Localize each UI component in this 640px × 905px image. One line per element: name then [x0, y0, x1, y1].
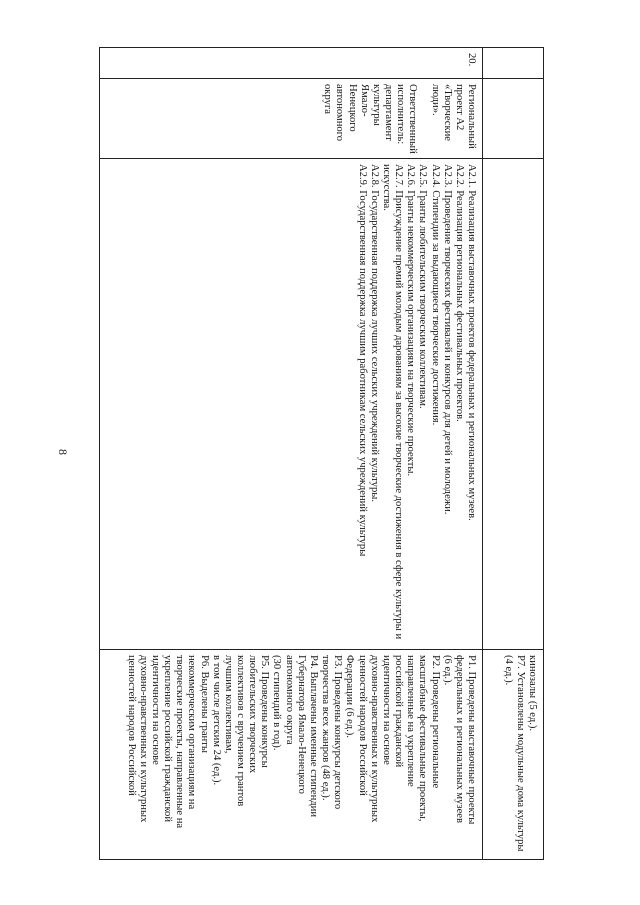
result-line: кинозалы (5 ед.).: [527, 655, 538, 732]
result-line: коллективов с вручением грантов: [235, 655, 247, 807]
result-line: Р4. Выплачены именные стипендии: [307, 655, 319, 818]
result-line: некоммерческим организациям на: [186, 655, 198, 810]
result-line: ценностей народов Российской: [356, 655, 368, 796]
task-item: А2.4. Стипендии за выдающиеся творческие достижения.: [429, 164, 441, 426]
row-number-text: 20.: [466, 53, 477, 67]
table-row-20: [99, 47, 483, 860]
result-line: направленные на укрепление: [405, 655, 417, 787]
result-line: духовно-нравственных и культурных: [368, 655, 380, 823]
cell-results: [483, 650, 543, 861]
result-line: духовно-нравственных и культурных: [137, 655, 149, 823]
result-line: Р1. Проведены выставочные проекты: [466, 655, 477, 825]
result-line: Р5. Проведены конкурсы: [259, 655, 271, 768]
page-number: 8: [56, 449, 70, 455]
result-line: масштабные фестивальные проекты,: [417, 655, 429, 822]
result-line: любительских творческих: [247, 655, 259, 774]
cell-project: [483, 79, 543, 159]
task-item: А2.8. Государственная поддержка лучших сельских учреждений культуры.: [368, 164, 380, 503]
result-line: укрепление российской гражданской: [162, 655, 174, 823]
result-line: Р3. Проведены конкурсы детского: [332, 655, 344, 810]
cell-number: [483, 48, 543, 79]
task-item: А2.1. Реализация выставочных проектов федеральных и региональных музеев.: [466, 164, 477, 521]
project-line: округа: [322, 84, 334, 114]
result-line: федеральных и региональных музеев: [453, 655, 465, 823]
result-line: творческие проекты, направленные на: [174, 655, 186, 829]
result-line: идентичности на основе: [380, 655, 392, 765]
result-line: Р6. Выделены гранты: [198, 655, 210, 753]
project-line: департамент: [383, 84, 395, 141]
task-item: А2.5. Гранты любительским творческим коллективам.: [417, 164, 429, 409]
result-line: идентичности на основе: [149, 655, 161, 765]
project-line: автономного: [334, 84, 346, 142]
project-line: люди».: [429, 84, 441, 116]
result-line: (30 стипендий в год).: [271, 655, 283, 751]
result-line: ценностей народов Российской: [125, 655, 137, 796]
cell-tasks: [483, 159, 543, 650]
project-line: Ответственный: [407, 84, 419, 154]
task-item: А2.9. Государственная поддержка лучшим работникам сельских учреждений культуры: [356, 164, 368, 557]
row-number: [100, 48, 482, 79]
project-name: [100, 79, 482, 159]
project-line: проект А2: [453, 84, 465, 131]
result-line: Р7. Установлены модульные дома культуры (4 ед.).: [502, 655, 526, 852]
project-line: «Творческие: [441, 84, 453, 142]
task-item: А2.7. Присуждение премий молодым дарованиям за высокие творческие достижения в сфере культуры и искусства.: [380, 164, 405, 640]
result-line: Губернатора Ямало-Ненецкого: [295, 655, 307, 794]
result-line: лучшим коллективам,: [222, 655, 234, 754]
result-list: [100, 650, 482, 861]
result-line: автономного округа: [283, 655, 295, 745]
result-line: в том числе детским 24 (ед.).: [210, 655, 222, 786]
task-item: А2.2. Реализация региональных фестивальных проектов.: [453, 164, 465, 422]
rotated-table: [99, 47, 544, 860]
project-line: исполнитель:: [395, 84, 407, 145]
result-line: (6 ед.).: [441, 655, 453, 686]
task-list: [100, 159, 482, 650]
table-row-continuation: [482, 47, 544, 860]
project-line: культуры: [370, 84, 382, 126]
project-line: Региональный: [466, 84, 477, 149]
result-line: российской гражданской: [393, 655, 405, 768]
result-line: Федерации (6 ед.).: [344, 655, 356, 738]
result-line: Р2. Проведены региональные: [429, 655, 441, 789]
task-item: А2.3. Проведение творческих фестивалей и конкурсов для детей и молодежи.: [441, 164, 453, 515]
task-item: А2.6. Гранты некоммерческим организациям на творческие проекты.: [405, 164, 417, 477]
project-line: Ямало-Ненецкого: [346, 84, 370, 132]
result-line: творчества всех жанров (48 ед.).: [320, 655, 332, 801]
